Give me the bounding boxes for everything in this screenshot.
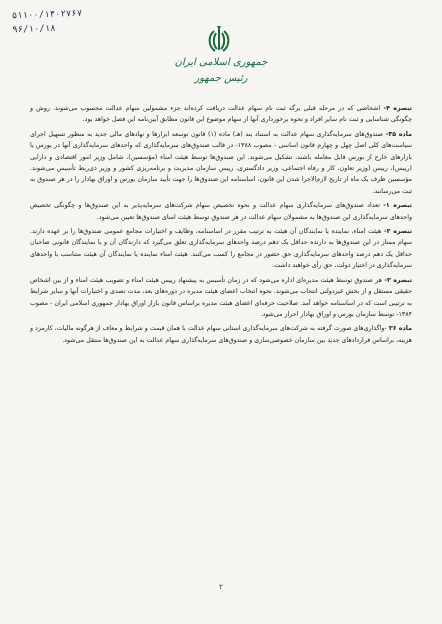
paragraph-lead: تبصره ۳- <box>381 276 412 284</box>
reference-number <box>12 7 83 37</box>
reference-line-2: ۹۶/۱۰/۱۸ <box>12 23 56 36</box>
page-number: ۲ <box>219 583 223 591</box>
paragraph <box>30 103 412 126</box>
reference-line-1: ۵۱۱۰۰/۱۴۰۲۷۶۷ <box>11 8 83 22</box>
paragraph <box>30 129 412 197</box>
paragraph <box>30 323 412 346</box>
paragraph <box>30 200 412 223</box>
paragraph <box>30 226 412 272</box>
office-title: رئیس جمهور <box>194 73 248 84</box>
country-title: جمهوری اسلامی ایران <box>174 57 268 68</box>
document-body <box>30 103 412 349</box>
paragraph-text: اشخاصی که در مرحله قبلی برگه ثبت نام سهام عدالت دریافت کرده‌اند جزء مشمولین سهام عدالت محسوب می‌شوند. روش و چگونگی شناسایی و ثبت نام سایر افراد و نحوه برخورداری آنها از سهام موضوع این قانون مطابق آیین‌نامه این فصل خواهد بود. <box>30 105 412 124</box>
paragraph-lead: ماده ۳۶ <box>386 325 412 333</box>
paragraph <box>30 275 412 321</box>
paragraph-text: هیئت امناء، نماینده یا نمایندگان آن هیئت به ترتیب مقرر در اساسنامه، وظایف و اختیارات مجامع عمومی صندوق‌ها را بر عهده دارند. سهام ممتاز در این صندوق‌ها به دارنده حداقل یک دهم درصد واحدهای سرمایه‌گذاری تعلق می‌گیرد که دارندگان آن و یا نمایندگان قانونی صاحبان حداقل یک دهم درصد واحدهای سرمایه‌گذاری حق حضور در مجامع را کسب می‌کنند. هیئت امناء نماینده یا نمایندگان آن هیئت متناسب با واحدهای سرمایه‌گذاری در اختیار دولت، حق رأی خواهند داشت. <box>30 228 412 270</box>
paragraph-lead: تبصره ۲- <box>381 228 413 236</box>
paragraph-lead: تبصره ۱- <box>379 202 413 210</box>
paragraph-lead: ماده ۳۵- <box>383 130 412 138</box>
paragraph-text: -واگذاری‌های صورت گرفته به شرکت‌های سرمایه‌گذاری استانی سهام عدالت با همان قیمت و شرایط و معاف از هرگونه مالیات، کارمزد و هزینه، براساس قراردادهای جدید بین سازمان خصوصی‌سازی و صندوق‌های سرمایه‌گذاری سهام عدالت به این صندوق‌ها منتقل می‌شود. <box>30 325 412 344</box>
paragraph-text: صندوق‌های سرمایه‌گذاری سهام عدالت به استناد بند (هـ) ماده (۱) قانون توسعه ابزارها و نهادهای مالی جدید به منظور تسهیل اجرای سیاست‌های کلی اصل چهل و چهارم قانون اساسی - مصوب ۱۳۸۸- در قالب صندوق‌های سرمایه‌گذاری که واحدهای سرمایه‌گذاری آنها در بورس یا بازارهای خارج از بورس قابل معامله باشند، تشکیل می‌شوند. این صندوق‌ها توسط هیئت امناء (مؤسسین)، شامل وزیر امور اقتصادی و دارایی (رییس)، رییس (وزیر تعاون، کار و رفاه اجتماعی، وزیر دادگستری، رییس سازمان مدیریت و برنامه‌ریزی کشور و وزیر ذی‌ربط تأسیس می‌شوند. مؤسسین ظرف یک ماه از تاریخ لازم‌الاجرا شدن این قانون، اساسنامه این صندوق‌ها را جهت تأیید سازمان بورس و اوراق بهادار را در هر صندوق به ثبت می‌رسانند. <box>30 130 412 195</box>
paragraph-text: هر صندوق توسط هیئت مدیره‌ای اداره می‌شود که در زمان تأسیس به پیشنهاد رییس هیئت امناء و تصویب هیئت امناء و از بین اشخاص حقیقی مستقل و از بخش غیردولتی انتخاب می‌شوند. نحوه انتخاب اعضای هیئت مدیره در دوره‌های بعد، مدت تصدی و اختیارات آنها و سایر شرایط به ترتیبی است که در اساسنامه خواهد آمد. صلاحیت حرفه‌ای اعضای هیئت مدیره براساس قانون بازار اوراق بهادار جمهوری اسلامی ایران - مصوب ۱۳۸۴- توسط سازمان بورس و اوراق بهادار احراز می‌شود. <box>30 276 412 318</box>
paragraph-lead: تبصره ۴- <box>380 105 413 112</box>
iran-emblem-icon <box>204 24 234 56</box>
paragraph-text: تعداد صندوق‌های سرمایه‌گذاری سهام عدالت و نحوه تخصیص سهام شرکت‌های سرمایه‌پذیر به این صندوق‌ها و چگونگی تخصیص واحدهای سرمایه‌گذاری این صندوق‌ها به مشمولان سهام عدالت در هر صندوق توسط هیئت امنای صندوق‌ها تعیین می‌شود. <box>30 202 412 221</box>
